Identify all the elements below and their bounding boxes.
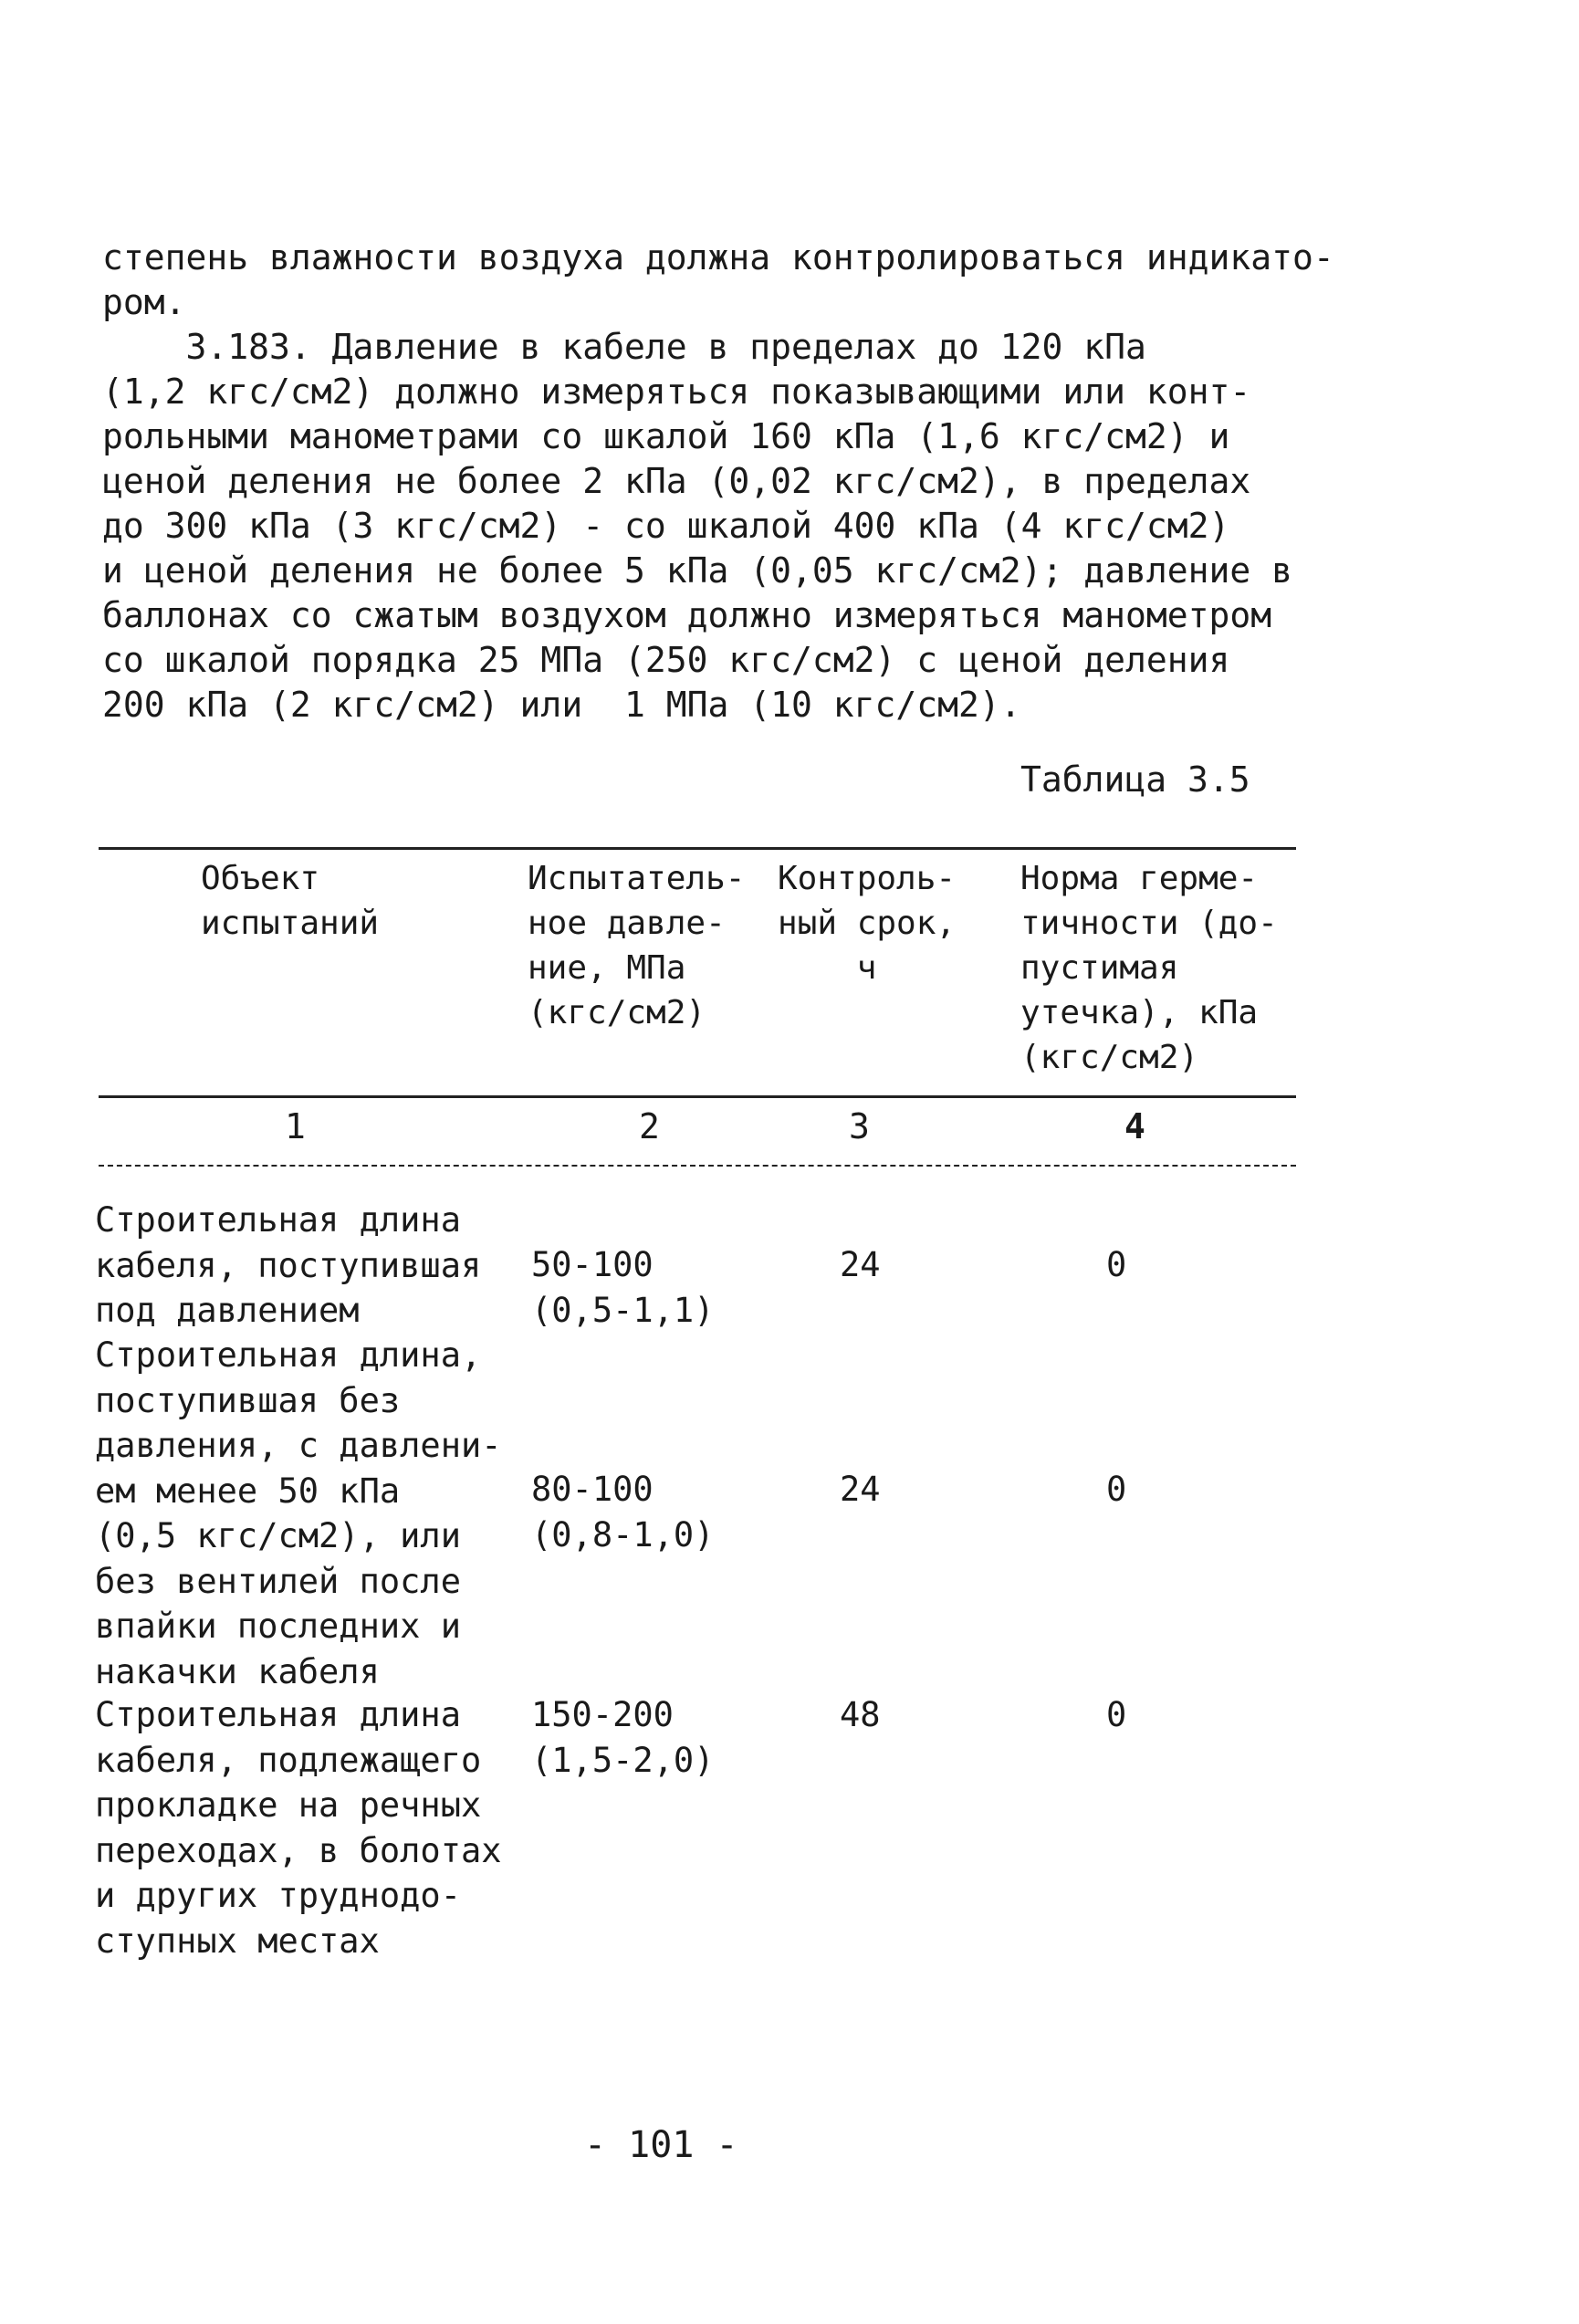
row-1-pressure: 50-100 (0,5-1,1) <box>531 1245 715 1330</box>
row-1-term: 24 <box>840 1245 881 1284</box>
column-number-1: 1 <box>285 1106 306 1146</box>
page-number: - 101 - <box>584 2124 738 2166</box>
clause-3-183-paragraph: 3.183. Давление в кабеле в пределах до 120 кПа (1,2 кгс/см2) должно измеряться показывающими или конт- рольными манометрами со шкалой 160 кПа (1,6 кгс/см2) и ценой деления не более 2 кПа (0,02 кгс/см2), в пределах до 300 кПа (3 кгс/см2) - со шкалой 400 кПа (4 кгс/см2) и ценой деления не более 5 кПа (0,05 кгс/см2); давление в баллонах со сжатым воздухом должно измеряться манометром со шкалой порядка 25 МПа (250 кгс/см2) с ценой деления 200 кПа (2 кгс/см2) или 1 МПа (10 кгс/см2). <box>102 327 1293 725</box>
row-2-pressure: 80-100 (0,8-1,0) <box>531 1470 715 1555</box>
column-number-4: 4 <box>1124 1106 1145 1146</box>
header-object: Объект испытаний <box>201 860 380 942</box>
row-2-object: Строительная длина, поступившая без давления, с давлени- ем менее 50 кПа (0,5 кгс/см2), или без вентилей после впайки последних и накачки кабеля <box>95 1335 502 1691</box>
column-number-2: 2 <box>639 1106 660 1146</box>
row-3-norm: 0 <box>1106 1695 1127 1734</box>
header-test-pressure: Испытатель- ное давле- ние, МПа (кгс/см2) <box>528 860 746 1031</box>
intro-paragraph: степень влажности воздуха должна контролироваться индикато- ром. <box>102 237 1334 322</box>
row-2-term: 24 <box>840 1470 881 1509</box>
row-3-pressure: 150-200 (1,5-2,0) <box>531 1695 715 1780</box>
column-number-3: 3 <box>849 1106 870 1146</box>
table-top-rule <box>99 847 1296 850</box>
header-tightness-norm: Норма герме- тичности (до- пустимая утечка), кПа (кгс/см2) <box>1020 860 1278 1076</box>
table-header-rule <box>99 1095 1296 1098</box>
row-3-object: Строительная длина кабеля, подлежащего прокладке на речных переходах, в болотах и других труднодо- ступных местах <box>95 1695 502 1961</box>
row-2-norm: 0 <box>1106 1470 1127 1509</box>
row-1-object: Строительная длина кабеля, поступившая под давлением <box>95 1200 482 1330</box>
row-1-norm: 0 <box>1106 1245 1127 1284</box>
table-numbers-rule <box>99 1165 1296 1167</box>
header-control-term: Контроль- ный срок, ч <box>778 860 957 987</box>
row-3-term: 48 <box>840 1695 881 1734</box>
table-caption: Таблица 3.5 <box>1020 759 1250 800</box>
